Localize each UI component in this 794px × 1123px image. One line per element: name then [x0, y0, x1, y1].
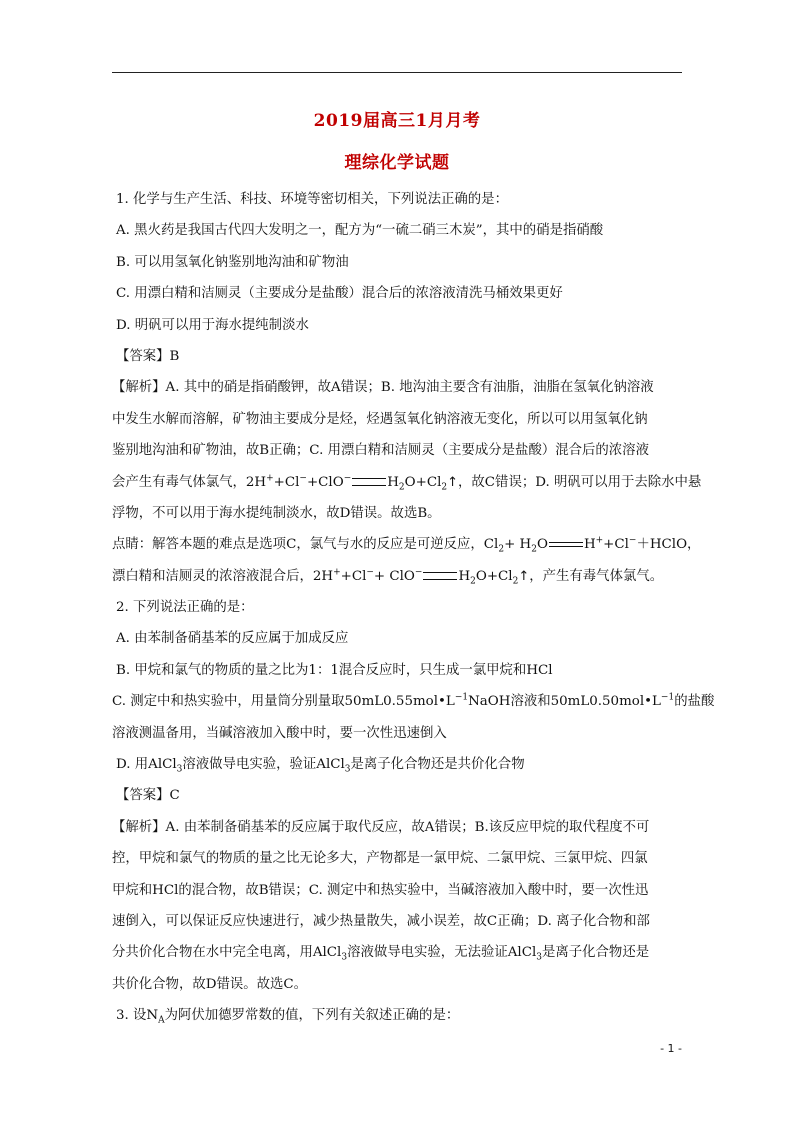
q2-option-b: B. 甲烷和氯气的物质的量之比为1：1混合反应时，只生成一氯甲烷和HCl	[116, 662, 553, 678]
q2-explanation-line: 速倒入，可以保证反应快速进行，减少热量散失，减小误差，故C正确；D. 离子化合物和部	[112, 913, 650, 929]
q1-answer: 【答案】B	[116, 348, 180, 364]
q1-explanation-line: 会产生有毒气体氯气，2H++Cl−+ClO− $H_2O+Cl_2↑$，故C错误；D. 明矾可以用于去除水中悬	[112, 473, 702, 493]
q1-stem: 1. 化学与生产生活、科技、环境等密切相关，下列说法正确的是：	[116, 192, 508, 207]
q1-explanation-line: 【解析】A. 其中的硝是指硝酸钾，故A错误；B. 地沟油主要含有油脂，油脂在氢氧化钠溶液	[112, 380, 654, 396]
q1-option-a: A. 黑火药是我国古代四大发明之一，配方为“一硫二硝三木炭”，其中的硝是指硝酸	[116, 223, 604, 239]
q2-answer: 【答案】C	[116, 788, 180, 804]
q1-option-d: D. 明矾可以用于海水提纯制淡水	[116, 317, 309, 333]
header-rule	[112, 72, 682, 73]
q3-stem: 3. 设$N_A$为阿伏加德罗常数的值，下列有关叙述正确的是：	[116, 1008, 460, 1026]
gas-arrow-icon: ↑	[447, 474, 459, 490]
q1-tip-line: 点睛：解答本题的难点是选项C，氯气与水的反应是可逆反应，$Cl_2+ H_2O$ H++Cl−＋HClO，	[112, 535, 701, 555]
q1-option-c: C. 用漂白精和洁厕灵（主要成分是盐酸）混合后的浓溶液清洗马桶效果更好	[116, 286, 563, 302]
q1-explanation-line: 浮物，不可以用于海水提纯制淡水，故D错误。故选B。	[112, 505, 441, 521]
q2-explanation-line: 分共价化合物在水中完全电离，用AlCl$_3$溶液做导电实验，无法验证AlCl$_3$是离子化合物还是	[112, 945, 650, 964]
q1-tip-line: 漂白精和洁厕灵的浓溶液混合后，2H++Cl−+ ClO− $H_2O+Cl_2↑$，产生有毒气体氯气。	[112, 567, 664, 587]
gas-arrow-icon: ↑	[518, 568, 530, 584]
q1-explanation-line: 中发生水解而溶解，矿物油主要成分是烃，烃遇氢氧化钠溶液无变化，所以可以用氢氧化钠	[112, 411, 648, 427]
page-number: - 1 -	[660, 1042, 682, 1055]
equals-sign	[352, 478, 386, 486]
q1-option-b: B. 可以用氢氧化钠鉴别地沟油和矿物油	[116, 254, 349, 270]
page-title: 2019届高三1月月考	[313, 111, 481, 131]
q2-option-d: D. 用AlCl$_3$溶液做导电实验，验证AlCl$_3$是离子化合物还是共价化合物	[116, 757, 525, 775]
q2-explanation-line: 共价化合物，故D错误。故选C。	[112, 976, 308, 992]
q2-explanation-line: 控，甲烷和氯气的物质的量之比无论多大，产物都是一氯甲烷、二氯甲烷、三氯甲烷、四氯	[112, 851, 648, 867]
q2-explanation-line: 甲烷和HCl的混合物，故B错误；C. 测定中和热实验中，当碱溶液加入酸中时，要一次性迅	[112, 882, 649, 898]
page-subtitle: 理综化学试题	[344, 153, 450, 173]
q2-option-a: A. 由苯制备硝基苯的反应属于加成反应	[116, 631, 349, 647]
q1-explanation-line: 鉴别地沟油和矿物油，故B正确；C. 用漂白精和洁厕灵（主要成分是盐酸）混合后的浓溶液	[112, 443, 649, 459]
q2-explanation-line: 【解析】A. 由苯制备硝基苯的反应属于取代反应，故A错误；B.该反应甲烷的取代程度不可	[112, 819, 650, 835]
q2-stem: 2. 下列说法正确的是：	[116, 600, 254, 616]
q2-option-c-cont: 溶液测温备用，当碱溶液加入酸中时，要一次性迅速倒入	[112, 725, 447, 741]
document-body	[112, 184, 715, 1032]
reversible-arrow-icon	[549, 541, 583, 549]
q2-option-c: C. 测定中和热实验中，用量筒分别量取$50mL0.55mol•L^{-1}NaOH$溶液和$50mL0.50mol•L^{-1}$的盐酸	[112, 692, 715, 710]
equals-sign	[423, 572, 457, 580]
